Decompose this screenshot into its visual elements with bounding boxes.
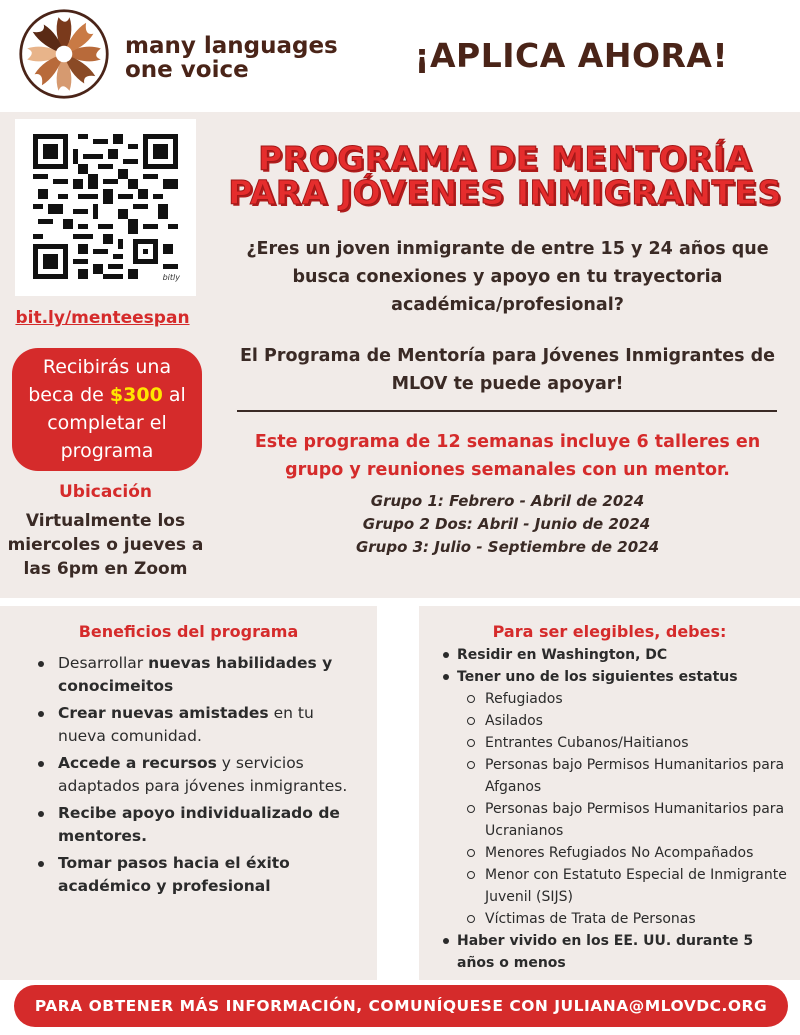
beca-line-3: completar el — [47, 412, 167, 434]
list-item — [38, 652, 358, 698]
location-line-1: Virtualmente los — [25, 511, 186, 531]
benefits-card — [0, 606, 377, 980]
status-item: Personas bajo Permisos Humanitarios para Ucranianos — [467, 798, 793, 842]
beca-pre: beca de — [28, 384, 110, 406]
program-includes — [225, 428, 790, 484]
list-item — [441, 930, 793, 974]
group-2: Grupo 2 Dos: Abril - Junio de 2024 — [362, 515, 651, 533]
header — [0, 0, 800, 112]
signup-link[interactable]: bit.ly/menteespan — [15, 308, 190, 328]
list-item — [38, 802, 358, 848]
benefit-pre: Desarrollar — [58, 654, 149, 672]
benefit-bold: Tomar pasos hacia el éxito académico y profesional — [58, 854, 290, 895]
status-item: Personas bajo Permisos Humanitarios para Afganos — [467, 754, 793, 798]
benefits-list — [38, 652, 358, 902]
question-line-2: busca conexiones y apoyo en tu trayectoria — [292, 267, 723, 287]
eligibility-item-2: Tener uno de los siguientes estatus — [457, 669, 738, 685]
beca-line-4: programa — [60, 440, 154, 462]
qr-code-icon — [33, 134, 178, 279]
benefit-bold: nuevas habilidades y conocimeitos — [58, 654, 333, 695]
includes-line-1: Este programa de 12 semanas incluye 6 talleres en — [254, 432, 761, 452]
beca-post: al — [162, 384, 186, 406]
status-item: Asilados — [467, 710, 793, 732]
question-line-1: ¿Eres un joven inmigrante de entre 15 y 24 años que — [246, 239, 769, 259]
list-item — [38, 752, 358, 798]
benefit-post: en tu nueva comunidad. — [58, 704, 314, 745]
list-item — [38, 852, 358, 898]
benefit-bold: Accede a recursos — [58, 754, 217, 772]
logo-line-1: many languages — [125, 33, 338, 59]
support-line-2: MLOV te puede apoyar! — [391, 374, 624, 394]
benefits-title: Beneficios del programa — [78, 622, 299, 641]
bitly-label: bitly — [162, 273, 180, 282]
program-support — [220, 342, 795, 398]
section-gap — [0, 598, 800, 606]
eligibility-item-3: Haber vivido en los EE. UU. durante 5 años o menos — [457, 933, 754, 971]
divider — [237, 410, 777, 412]
program-title — [220, 139, 790, 212]
question-line-3: académica/profesional? — [391, 295, 624, 315]
includes-line-2: grupo y reuniones semanales con un mentor. — [285, 460, 730, 480]
qr-code-box[interactable] — [15, 119, 196, 296]
program-title-line-1: PROGRAMA DE MENTORÍA — [258, 139, 752, 178]
eligibility-card — [419, 606, 800, 980]
group-1: Grupo 1: Febrero - Abril de 2024 — [370, 492, 645, 510]
list-item — [441, 666, 793, 930]
benefit-bold: Crear nuevas amistades — [58, 704, 269, 722]
program-title-line-2: PARA JÓVENES INMIGRANTES — [228, 173, 782, 212]
benefit-post: y servicios adaptados para jóvenes inmigrantes. — [58, 754, 348, 795]
support-line-1: El Programa de Mentoría para Jóvenes Inmigrantes de — [239, 346, 776, 366]
logo-text — [125, 34, 338, 82]
eligibility-title: Para ser elegibles, debes: — [492, 622, 727, 641]
status-item: Menor con Estatuto Especial de Inmigrante Juvenil (SIJS) — [467, 864, 793, 908]
group-schedule — [225, 490, 790, 559]
group-3: Grupo 3: Julio - Septiembre de 2024 — [355, 538, 660, 556]
contact-footer[interactable]: PARA OBTENER MÁS INFORMACIÓN, COMUNÍQUESE CON JULIANA@MLOVDC.ORG — [14, 985, 788, 1027]
status-item: Menores Refugiados No Acompañados — [467, 842, 793, 864]
mlov-logo-icon — [18, 8, 110, 100]
apply-now-heading: ¡APLICA AHORA! — [414, 36, 728, 75]
eligibility-list — [441, 644, 793, 974]
list-item — [441, 644, 793, 666]
scholarship-badge — [12, 348, 202, 471]
beca-amount: $300 — [109, 384, 163, 406]
beca-line-2 — [12, 381, 202, 409]
status-item: Entrantes Cubanos/Haitianos — [467, 732, 793, 754]
benefit-bold: Recibe apoyo individualizado de mentores. — [58, 804, 340, 845]
location-text — [0, 509, 211, 581]
program-question — [225, 235, 790, 319]
status-list — [467, 688, 793, 930]
beca-line-1: Recibirás una — [42, 356, 172, 378]
status-item: Víctimas de Trata de Personas — [467, 908, 793, 930]
location-title: Ubicación — [58, 482, 153, 502]
status-item: Refugiados — [467, 688, 793, 710]
logo-line-2: one voice — [125, 57, 249, 83]
location-line-2: miercoles o jueves a — [7, 535, 204, 555]
location-line-3: las 6pm en Zoom — [23, 559, 188, 579]
eligibility-item-1: Residir en Washington, DC — [457, 647, 668, 663]
list-item — [38, 702, 358, 748]
